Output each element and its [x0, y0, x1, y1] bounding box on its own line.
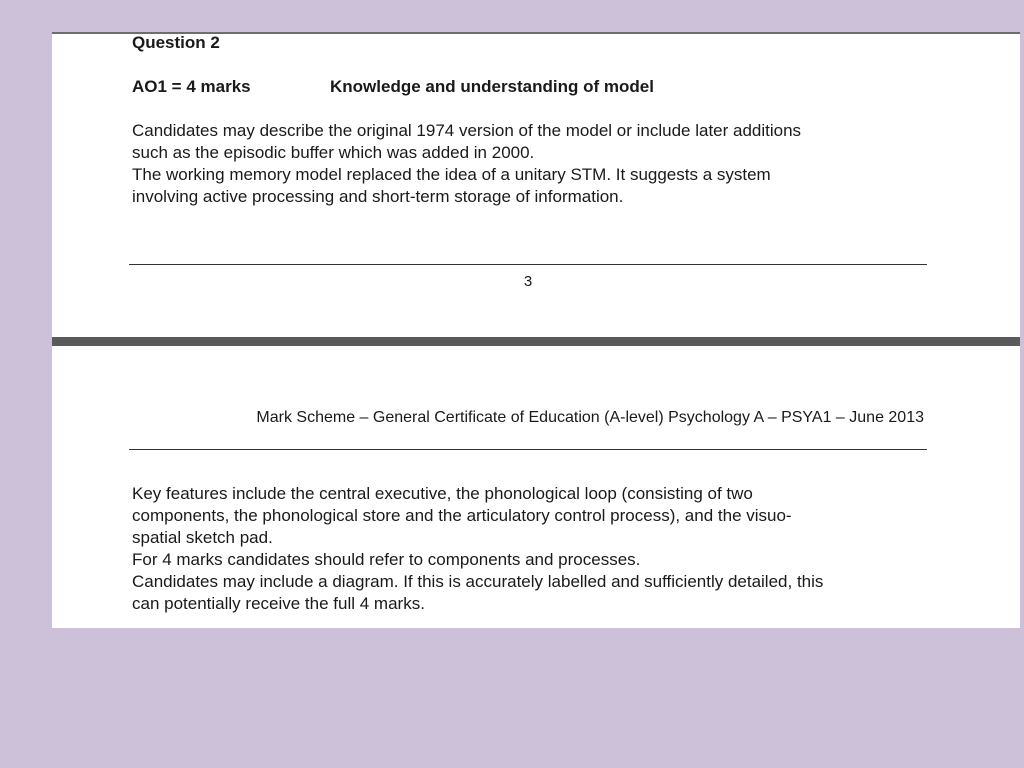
paragraph-line: For 4 marks candidates should refer to components and processes. — [132, 550, 641, 569]
question-title: Question 2 — [132, 33, 220, 52]
paragraph-line: involving active processing and short-term storage of information. — [132, 187, 624, 206]
paragraph-line: Candidates may describe the original 1974 version of the model or include later additions — [132, 121, 802, 140]
paragraph-line: can potentially receive the full 4 marks. — [132, 594, 425, 613]
ao-description: Knowledge and understanding of model — [330, 77, 654, 96]
paragraph-line: such as the episodic buffer which was added in 2000. — [132, 143, 535, 162]
paragraph-line: Key features include the central executive, the phonological loop (consisting of two — [132, 484, 753, 503]
document-viewer — [52, 32, 1020, 628]
page1-paragraph — [132, 120, 932, 208]
ao-marks-label: AO1 = 4 marks — [132, 77, 251, 96]
page-separator — [52, 337, 1020, 346]
paragraph-line: The working memory model replaced the idea of a unitary STM. It suggests a system — [132, 165, 771, 184]
page2-paragraph — [132, 483, 932, 615]
footer-rule — [129, 264, 927, 265]
page-number: 3 — [523, 273, 533, 290]
paragraph-line: Candidates may include a diagram. If this is accurately labelled and sufficiently detailed, this — [132, 572, 824, 591]
header-rule — [129, 449, 927, 450]
running-header: Mark Scheme – General Certificate of Education (A-level) Psychology A – PSYA1 – June 2013 — [256, 409, 924, 426]
paragraph-line: spatial sketch pad. — [132, 528, 273, 547]
paragraph-line: components, the phonological store and the articulatory control process), and the visuo- — [132, 506, 792, 525]
